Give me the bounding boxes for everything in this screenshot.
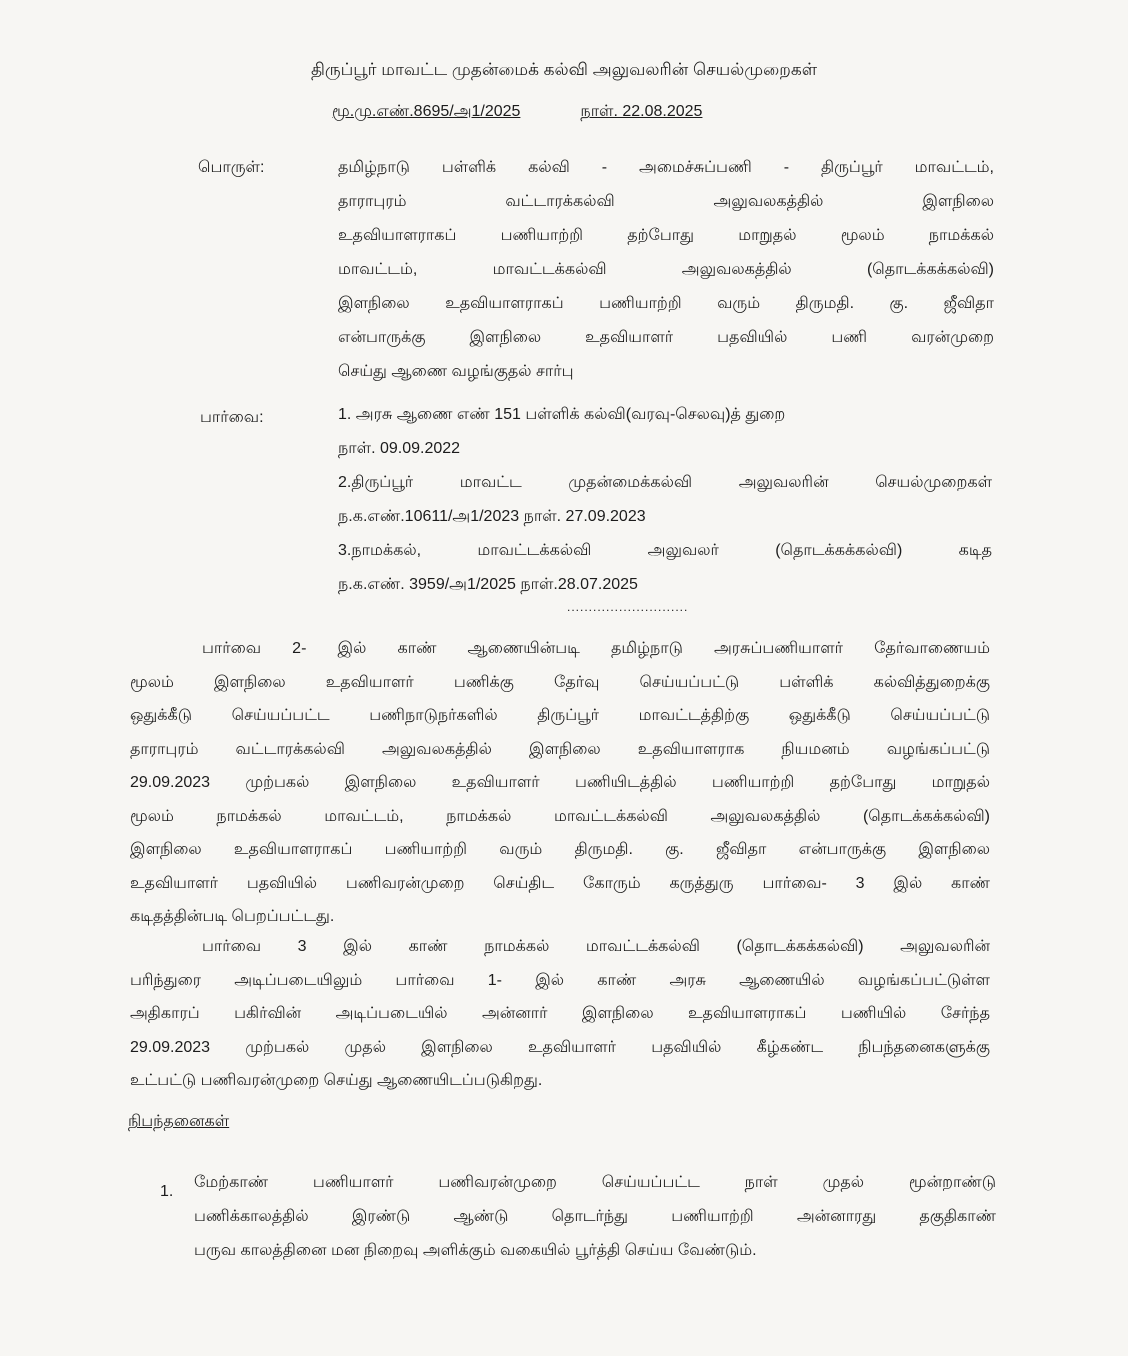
reference-number: மூ.மு.எண்.8695/அ1/2025	[332, 103, 521, 120]
subject-line: உதவியாளராகப் பணியாற்றி தற்போது மாறுதல் மூலம் நாமக்கல்	[338, 227, 994, 244]
subject-line: மாவட்டம், மாவட்டக்கல்வி அலுவலகத்தில் (தொடக்கக்கல்வி)	[338, 261, 994, 278]
paragraph-line: மூலம் இளநிலை உதவியாளர் பணிக்கு தேர்வு செய்யப்பட்டு பள்ளிக் கல்வித்துறைக்கு	[130, 673, 990, 691]
subject-line: தமிழ்நாடு பள்ளிக் கல்வி - அமைச்சுப்பணி - திருப்பூர் மாவட்டம்,	[338, 159, 994, 176]
subject-line: தாராபுரம் வட்டாரக்கல்வி அலுவலகத்தில் இளநிலை	[338, 193, 994, 210]
paragraph-line: பரிந்துரை அடிப்படையிலும் பார்வை 1- இல் காண் அரசு ஆணையில் வழங்கப்பட்டுள்ள	[130, 971, 990, 989]
reference-item: 2.திருப்பூர் மாவட்ட முதன்மைக்கல்வி அலுவலரின் செயல்முறைகள்	[338, 474, 992, 491]
subject-line: இளநிலை உதவியாளராகப் பணியாற்றி வரும் திருமதி. கு. ஜீவிதா	[338, 295, 994, 312]
condition-line: மேற்காண் பணியாளர் பணிவரன்முறை செய்யப்பட்ட நாள் முதல் மூன்றாண்டு	[194, 1174, 996, 1191]
paragraph-line: பார்வை 3 இல் காண் நாமக்கல் மாவட்டக்கல்வி (தொடக்கக்கல்வி) அலுவலரின்	[202, 938, 990, 955]
paragraph-line: ஒதுக்கீடு செய்யப்பட்ட பணிநாடுநர்களில் திருப்பூர் மாவட்டத்திற்கு ஒதுக்கீடு செய்யப்பட்டு	[130, 707, 990, 724]
reference-item: 1. அரசு ஆணை எண் 151 பள்ளிக் கல்வி(வரவு-செலவு)த் துறை	[338, 406, 786, 423]
condition-line: பணிக்காலத்தில் இரண்டு ஆண்டு தொடர்ந்து பணியாற்றி அன்னாரது தகுதிகாண்	[194, 1208, 996, 1225]
reference-item: ந.க.எண். 3959/அ1/2025 நாள்.28.07.2025	[338, 576, 638, 593]
subject-line: செய்து ஆணை வழங்குதல் சார்பு	[338, 363, 574, 380]
subject-label: பொருள்:	[198, 159, 265, 176]
subject-line: என்பாருக்கு இளநிலை உதவியாளர் பதவியில் பணி வரன்முறை	[338, 329, 994, 346]
condition-line: பருவ காலத்தினை மன நிறைவு அளிக்கும் வகையில் பூர்த்தி செய்ய வேண்டும்.	[194, 1242, 757, 1259]
document-title: திருப்பூர் மாவட்ட முதன்மைக் கல்வி அலுவலரின் செயல்முறைகள்	[310, 60, 818, 79]
references-label: பார்வை:	[200, 409, 264, 426]
paragraph-line: 29.09.2023 முற்பகல் முதல் இளநிலை உதவியாளர் பதவியில் கீழ்கண்ட நிபந்தனைகளுக்கு	[130, 1038, 990, 1056]
separator: ............................	[567, 600, 689, 614]
paragraph-line: தாராபுரம் வட்டாரக்கல்வி அலுவலகத்தில் இளநிலை உதவியாளராக நியமனம் வழங்கப்பட்டு	[130, 740, 990, 758]
paragraph-line: உதவியாளர் பதவியில் பணிவரன்முறை செய்திட கோரும் கருத்துரு பார்வை- 3 இல் காண்	[130, 874, 990, 892]
body-paragraph-2	[130, 930, 990, 1098]
reference-line	[332, 102, 762, 122]
paragraph-line: 29.09.2023 முற்பகல் இளநிலை உதவியாளர் பணியிடத்தில் பணியாற்றி தற்போது மாறுதல்	[130, 774, 990, 791]
paragraph-line: இளநிலை உதவியாளராகப் பணியாற்றி வரும் திருமதி. கு. ஜீவிதா என்பாருக்கு இளநிலை	[130, 841, 990, 858]
document-date: நாள். 22.08.2025	[580, 103, 703, 120]
paragraph-line: பார்வை 2- இல் காண் ஆணையின்படி தமிழ்நாடு அரசுப்பணியாளர் தேர்வாணையம்	[202, 640, 990, 657]
subject-text	[338, 151, 994, 389]
reference-item: நாள். 09.09.2022	[338, 440, 461, 457]
references-list	[338, 398, 992, 602]
condition-number: 1.	[160, 1183, 174, 1200]
body-paragraph-1	[130, 632, 990, 934]
paragraph-line: கடிதத்தின்படி பெறப்பட்டது.	[130, 908, 335, 925]
reference-item: ந.க.எண்.10611/அ1/2023 நாள். 27.09.2023	[338, 508, 646, 525]
paragraph-line: உட்பட்டு பணிவரன்முறை செய்து ஆணையிடப்படுகிறது.	[130, 1072, 543, 1089]
reference-item: 3.நாமக்கல், மாவட்டக்கல்வி அலுவலர் (தொடக்கக்கல்வி) கடித	[338, 542, 992, 559]
conditions-heading: நிபந்தனைகள்	[128, 1113, 230, 1130]
condition-item	[194, 1166, 996, 1268]
paragraph-line: மூலம் நாமக்கல் மாவட்டம், நாமக்கல் மாவட்டக்கல்வி அலுவலகத்தில் (தொடக்கக்கல்வி)	[130, 807, 990, 825]
paragraph-line: அதிகாரப் பகிர்வின் அடிப்படையில் அன்னார் இளநிலை உதவியாளராகப் பணியில் சேர்ந்த	[130, 1005, 990, 1022]
